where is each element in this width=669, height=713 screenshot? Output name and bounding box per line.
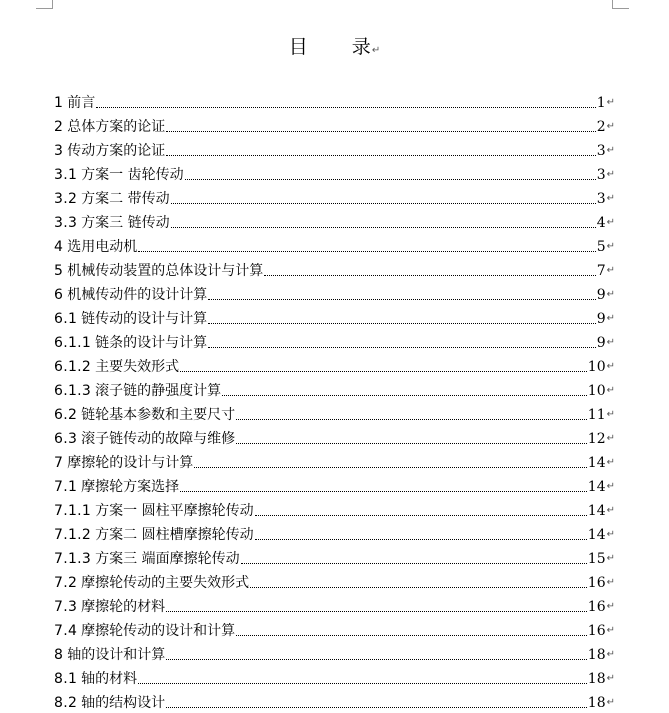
toc-entry-number: 6.1.1	[54, 335, 92, 351]
toc-entry-page: 16	[587, 575, 606, 591]
toc-entry-title: 轴的结构设计	[81, 695, 166, 711]
toc-entry-page: 7	[596, 263, 606, 279]
paragraph-mark-icon: ↵	[606, 145, 615, 156]
toc-entry-page: 18	[587, 671, 606, 687]
toc-entry-page: 14	[587, 479, 606, 495]
toc-entry[interactable]	[54, 232, 615, 256]
toc-dot-leader	[208, 323, 596, 324]
toc-entry-number: 3.1	[54, 167, 78, 183]
toc-entry-page: 10	[587, 359, 606, 375]
paragraph-mark-icon: ↵	[606, 337, 615, 348]
toc-entry-title: 方案二 圆柱槽摩擦轮传动	[95, 527, 254, 543]
paragraph-mark-icon: ↵	[606, 121, 615, 132]
toc-dot-leader	[194, 467, 587, 468]
paragraph-mark-icon: ↵	[606, 97, 615, 108]
toc-dot-leader	[185, 179, 596, 180]
toc-entry[interactable]	[54, 664, 615, 688]
toc-dot-leader	[138, 251, 595, 252]
paragraph-mark-icon: ↵	[606, 697, 615, 708]
crop-mark-top-right	[612, 0, 629, 9]
paragraph-mark-icon: ↵	[606, 625, 615, 636]
toc-entry-number: 7.4	[54, 623, 78, 639]
toc-entry-title: 方案一 圆柱平摩擦轮传动	[95, 503, 254, 519]
toc-entry-page: 16	[587, 623, 606, 639]
toc-entry[interactable]	[54, 88, 615, 112]
toc-entry-title: 方案一 齿轮传动	[81, 167, 184, 183]
toc-dot-leader	[166, 155, 595, 156]
toc-entry-title: 轴的设计和计算	[67, 647, 166, 663]
toc-entry-number: 2	[54, 119, 64, 135]
toc-entry-page: 18	[587, 647, 606, 663]
toc-dot-leader	[166, 611, 587, 612]
toc-entry[interactable]	[54, 256, 615, 280]
toc-entry-number: 8.1	[54, 671, 78, 687]
toc-entry[interactable]	[54, 568, 615, 592]
toc-entry[interactable]	[54, 280, 615, 304]
toc-entry-number: 6	[54, 287, 64, 303]
toc-entry-number: 7	[54, 455, 64, 471]
toc-dot-leader	[255, 539, 587, 540]
toc-entry-number: 6.3	[54, 431, 78, 447]
toc-entry-number: 5	[54, 263, 64, 279]
toc-entry-page: 9	[596, 311, 606, 327]
toc-entry-title: 总体方案的论证	[67, 119, 166, 135]
paragraph-mark-icon: ↵	[606, 217, 615, 228]
toc-entry[interactable]	[54, 688, 615, 712]
toc-entry-page: 16	[587, 599, 606, 615]
toc-dot-leader	[250, 587, 587, 588]
toc-dot-leader	[96, 107, 595, 108]
toc-entry-number: 7.1.3	[54, 551, 92, 567]
toc-entry-number: 7.1	[54, 479, 78, 495]
toc-entry-number: 6.1.2	[54, 359, 92, 375]
toc-heading-char-1: 目	[288, 36, 308, 58]
toc-dot-leader	[138, 683, 587, 684]
toc-dot-leader	[171, 227, 596, 228]
toc-dot-leader	[208, 299, 595, 300]
toc-entry[interactable]	[54, 472, 615, 496]
table-of-contents	[54, 88, 615, 712]
toc-dot-leader	[180, 371, 587, 372]
paragraph-mark-icon: ↵	[606, 241, 615, 252]
toc-entry-page: 9	[596, 287, 606, 303]
toc-heading	[0, 32, 669, 59]
toc-entry-title: 摩擦轮传动的设计和计算	[81, 623, 236, 639]
toc-entry-title: 摩擦轮的设计与计算	[67, 455, 194, 471]
paragraph-mark-icon: ↵	[606, 289, 615, 300]
toc-dot-leader	[236, 635, 587, 636]
toc-entry-page: 18	[587, 695, 606, 711]
paragraph-mark-icon: ↵	[606, 313, 615, 324]
toc-entry-number: 6.1	[54, 311, 78, 327]
toc-entry-number: 3	[54, 143, 64, 159]
toc-entry-page: 2	[596, 119, 606, 135]
toc-entry-page: 14	[587, 503, 606, 519]
toc-heading-char-2: 录	[351, 36, 371, 58]
toc-entry-page: 14	[587, 527, 606, 543]
toc-entry[interactable]	[54, 376, 615, 400]
toc-entry[interactable]	[54, 448, 615, 472]
toc-entry-page: 3	[596, 191, 606, 207]
toc-entry[interactable]	[54, 400, 615, 424]
toc-dot-leader	[166, 659, 587, 660]
toc-entry[interactable]	[54, 616, 615, 640]
toc-entry-title: 轴的材料	[81, 671, 138, 687]
toc-entry-page: 5	[596, 239, 606, 255]
paragraph-mark-icon: ↵	[606, 169, 615, 180]
toc-dot-leader	[208, 347, 596, 348]
paragraph-mark-icon: ↵	[371, 45, 381, 56]
toc-dot-leader	[236, 419, 587, 420]
toc-entry-number: 1	[54, 95, 64, 111]
toc-dot-leader	[255, 515, 587, 516]
toc-entry-title: 机械传动装置的总体设计与计算	[67, 263, 264, 279]
toc-entry-page: 11	[587, 407, 606, 423]
toc-dot-leader	[166, 707, 587, 708]
toc-entry-title: 摩擦轮的材料	[81, 599, 166, 615]
paragraph-mark-icon: ↵	[606, 385, 615, 396]
toc-entry-title: 滚子链传动的故障与维修	[81, 431, 236, 447]
paragraph-mark-icon: ↵	[606, 649, 615, 660]
crop-mark-top-left	[36, 0, 53, 9]
toc-entry-number: 8.2	[54, 695, 78, 711]
toc-entry-number: 3.2	[54, 191, 78, 207]
paragraph-mark-icon: ↵	[606, 433, 615, 444]
toc-entry[interactable]	[54, 136, 615, 160]
toc-entry-number: 7.2	[54, 575, 78, 591]
toc-entry-page: 10	[587, 383, 606, 399]
toc-entry[interactable]	[54, 640, 615, 664]
toc-entry-title: 摩擦轮传动的主要失效形式	[81, 575, 250, 591]
toc-entry[interactable]	[54, 592, 615, 616]
toc-entry-number: 6.2	[54, 407, 78, 423]
toc-entry-number: 3.3	[54, 215, 78, 231]
toc-entry-number: 4	[54, 239, 64, 255]
toc-entry-title: 链条的设计与计算	[95, 335, 208, 351]
toc-entry-page: 15	[587, 551, 606, 567]
toc-entry-page: 9	[596, 335, 606, 351]
toc-entry-number: 7.1.1	[54, 503, 92, 519]
toc-entry-title: 方案三 端面摩擦轮传动	[95, 551, 240, 567]
toc-entry-page: 4	[596, 215, 606, 231]
paragraph-mark-icon: ↵	[606, 409, 615, 420]
toc-entry[interactable]	[54, 520, 615, 544]
toc-entry-page: 3	[596, 167, 606, 183]
toc-entry-number: 6.1.3	[54, 383, 92, 399]
toc-entry-number: 7.1.2	[54, 527, 92, 543]
toc-entry[interactable]	[54, 328, 615, 352]
toc-entry-number: 8	[54, 647, 64, 663]
toc-entry-title: 主要失效形式	[95, 359, 180, 375]
paragraph-mark-icon: ↵	[606, 505, 615, 516]
toc-dot-leader	[264, 275, 595, 276]
toc-entry[interactable]	[54, 184, 615, 208]
toc-entry[interactable]	[54, 496, 615, 520]
toc-entry-title: 机械传动件的设计计算	[67, 287, 208, 303]
toc-entry-title: 选用电动机	[67, 239, 138, 255]
toc-entry-title: 链传动的设计与计算	[81, 311, 208, 327]
toc-entry-title: 滚子链的静强度计算	[95, 383, 222, 399]
paragraph-mark-icon: ↵	[606, 457, 615, 468]
toc-entry[interactable]	[54, 208, 615, 232]
toc-dot-leader	[236, 443, 587, 444]
toc-entry[interactable]	[54, 544, 615, 568]
paragraph-mark-icon: ↵	[606, 361, 615, 372]
toc-entry-page: 14	[587, 455, 606, 471]
toc-entry[interactable]	[54, 424, 615, 448]
paragraph-mark-icon: ↵	[606, 673, 615, 684]
toc-dot-leader	[222, 395, 587, 396]
toc-entry-title: 链轮基本参数和主要尺寸	[81, 407, 236, 423]
toc-entry-title: 方案二 带传动	[81, 191, 170, 207]
toc-entry-number: 7.3	[54, 599, 78, 615]
toc-entry-title: 摩擦轮方案选择	[81, 479, 180, 495]
toc-entry[interactable]	[54, 160, 615, 184]
paragraph-mark-icon: ↵	[606, 577, 615, 588]
paragraph-mark-icon: ↵	[606, 529, 615, 540]
toc-entry-page: 3	[596, 143, 606, 159]
paragraph-mark-icon: ↵	[606, 553, 615, 564]
paragraph-mark-icon: ↵	[606, 265, 615, 276]
toc-dot-leader	[180, 491, 587, 492]
paragraph-mark-icon: ↵	[606, 193, 615, 204]
toc-entry-page: 1	[596, 95, 606, 111]
toc-entry[interactable]	[54, 112, 615, 136]
toc-entry-title: 方案三 链传动	[81, 215, 170, 231]
toc-entry-title: 传动方案的论证	[67, 143, 166, 159]
paragraph-mark-icon: ↵	[606, 601, 615, 612]
toc-entry-title: 前言	[67, 95, 96, 111]
toc-dot-leader	[171, 203, 596, 204]
paragraph-mark-icon: ↵	[606, 481, 615, 492]
toc-entry[interactable]	[54, 304, 615, 328]
toc-dot-leader	[241, 563, 587, 564]
toc-entry-page: 12	[587, 431, 606, 447]
toc-dot-leader	[166, 131, 595, 132]
toc-entry[interactable]	[54, 352, 615, 376]
